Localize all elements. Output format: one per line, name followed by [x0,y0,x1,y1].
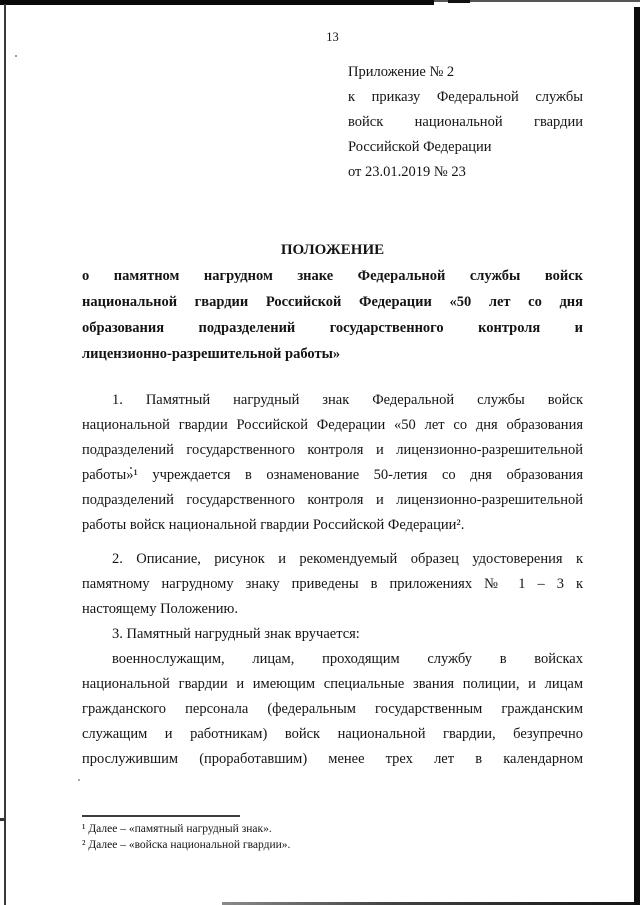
paragraph-line: работы войск национальной гвардии Российской Федерации². [82,517,465,533]
paragraph-1 [82,388,583,538]
subtitle-line: национальной гвардии Российской Федерации «50 лет со дня [82,294,583,310]
paragraph-line: гражданского персонала (федеральным государственным гражданским [82,701,583,717]
scan-edge-top [0,0,434,5]
footnote-2: ² Далее – «войска национальной гвардии». [82,839,291,851]
page-number: 13 [326,30,339,44]
paragraph-line: 2. Описание, рисунок и рекомендуемый образец удостоверения к [112,551,583,567]
appendix-line: Российской Федерации [348,139,492,155]
appendix-line: от 23.01.2019 № 23 [348,164,466,180]
subtitle-line: образования подразделений государственного контроля и [82,320,583,336]
footnotes-block [82,815,583,853]
paragraph-line: прослужившим (проработавшим) менее трех лет в календарном [82,751,583,767]
subtitle-line: лицензионно-разрешительной работы» [82,346,341,362]
footnote-separator [82,815,240,817]
document-title: ПОЛОЖЕНИЕ [280,242,385,258]
paragraph-line: подразделений государственного контроля и лицензионно-разрешительной [82,492,583,508]
paragraph-3 [82,622,583,647]
document-body [82,388,583,772]
scan-speck [15,55,17,57]
document-subtitle [82,263,583,367]
scan-edge-left [4,4,6,905]
scan-edge-top-mark [448,0,470,3]
paragraph-line: работы»¹ учреждается в ознаменование 50-летия со дня образования [82,467,583,483]
appendix-line: Приложение № 2 [348,64,455,80]
paragraph-line: памятному нагрудному знаку приведены в приложениях № 1 – 3 к [82,576,583,592]
scan-speck [78,779,80,781]
footnote-1: ¹ Далее – «памятный нагрудный знак». [82,823,272,835]
paragraph-line: национальной гвардии и имеющим специальные звания полиции, и лицам [82,676,583,692]
appendix-line: войск национальной гвардии [348,114,583,130]
paragraph-line: служащим и работникам) войск национальной гвардии, безупречно [82,726,583,742]
paragraph-line: 1. Памятный нагрудный знак Федеральной службы войск [112,392,583,408]
paragraph-line: военнослужащим, лицам, проходящим службу в войсках [112,651,583,667]
paragraph-2 [82,547,583,622]
scan-edge-right [634,7,640,905]
paragraph-4 [82,647,583,772]
paragraph-line: национальной гвардии Российской Федерации «50 лет со дня образования [82,417,583,433]
paragraph-line: 3. Памятный нагрудный знак вручается: [112,626,360,642]
paragraph-line: настоящему Положению. [82,601,238,617]
appendix-block [348,60,583,185]
paragraph-line: подразделений государственного контроля и лицензионно-разрешительной [82,442,583,458]
subtitle-line: о памятном нагрудном знаке Федеральной службы войск [82,268,583,284]
appendix-line: к приказу Федеральной службы [348,89,583,105]
scan-speck [0,818,5,821]
